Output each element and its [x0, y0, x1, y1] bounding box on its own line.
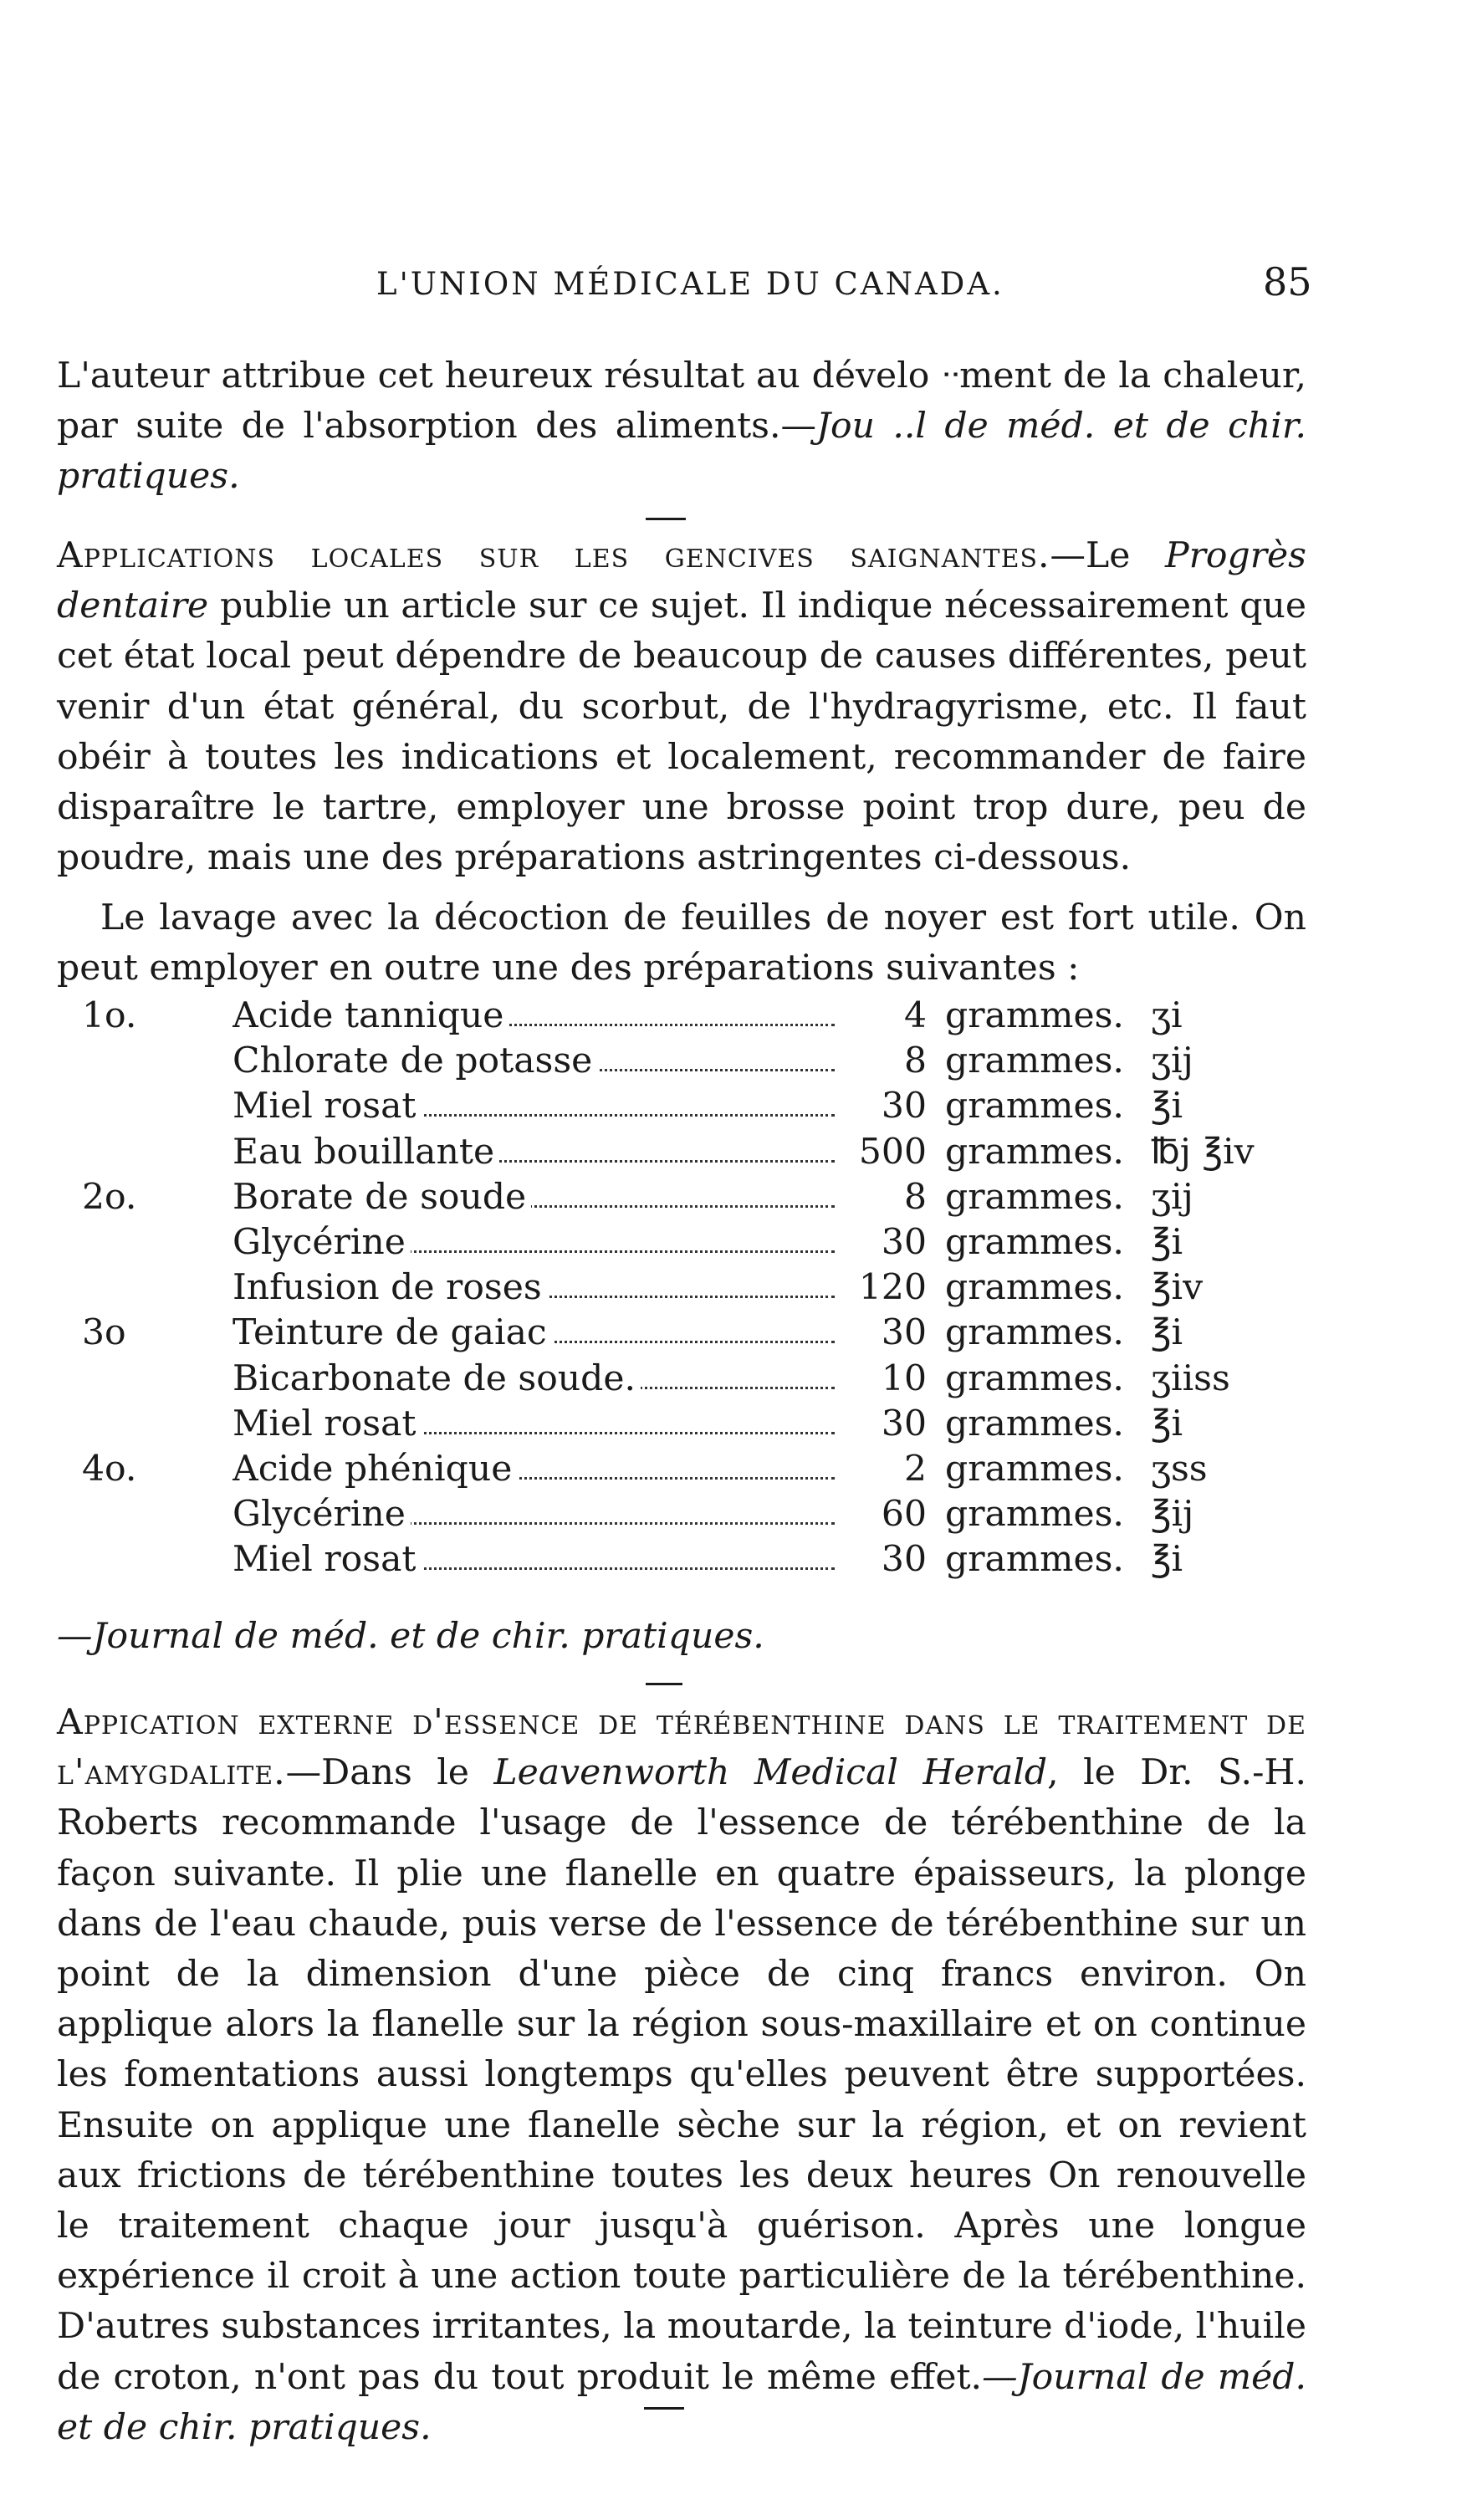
ingredient-name: Miel rosat — [233, 1086, 422, 1127]
recipe-row — [57, 1175, 1311, 1220]
unit: grammes. — [945, 1357, 1124, 1399]
ingredient — [233, 1220, 835, 1265]
ingredient-name: Glycérine — [233, 1222, 411, 1263]
quantity: 8 — [903, 1040, 927, 1082]
quantity: 30 — [881, 1222, 927, 1263]
unit: grammes. — [945, 995, 1124, 1036]
paragraph-text: , le Dr. S.-H. Roberts recommande l'usage de l'essence de térébenthine de la façon suivante. Il plie une flanelle en quatre épaisseurs, la plonge dans de l'eau chaude, puis verse de l'essence de térébenthine sur un point de la dimension d'une pièce de cinq francs environ. On applique alors la flanelle sur la région sous-maxillaire et on continue les fomentations aussi longtemps qu'elles peuvent être supportées. Ensuite on applique une flanelle sèche sur la région, et on revient aux frictions de térébenthine toutes les deux heures On renouvelle le traitement chaque jour jusqu'à guérison. Après une longue expérience il croit à une action toute particulière de la térébenthine. D'autres substances irritantes, la moutarde, la teinture d'iode, l'huile de croton, n'ont pas du tout produit le même effet. — [57, 1752, 1306, 2398]
paragraph-amygdalite — [57, 1698, 1306, 2453]
section-divider — [644, 2407, 684, 2410]
recipe-row — [57, 994, 1311, 1039]
paragraph-lavage — [57, 893, 1306, 994]
unit: grammes. — [945, 1086, 1124, 1127]
ingredient — [233, 994, 835, 1039]
quantity: 120 — [858, 1267, 927, 1309]
unit: grammes. — [945, 1222, 1124, 1263]
quantity: 4 — [903, 995, 927, 1036]
recipe-row — [57, 1265, 1311, 1311]
running-title: L'UNION MÉDICALE DU CANADA. — [376, 266, 1004, 302]
apothecary-measure: ℥i — [1151, 1086, 1183, 1127]
ingredient-name: Miel rosat — [233, 1539, 422, 1580]
unit: grammes. — [945, 1494, 1124, 1536]
apothecary-measure: ℥i — [1151, 1312, 1183, 1354]
quantity: 30 — [881, 1086, 927, 1127]
unit: grammes. — [945, 1403, 1124, 1444]
quantity: 30 — [881, 1403, 927, 1444]
heading-dash: —Dans le — [285, 1752, 494, 1794]
ingredient-name: Glycérine — [233, 1494, 411, 1535]
recipe-number: 4o. — [82, 1449, 137, 1490]
recipe-row — [57, 1537, 1311, 1582]
apothecary-measure: ℥ij — [1151, 1494, 1194, 1536]
heading-dash: —Le — [1050, 535, 1165, 576]
section-divider — [646, 518, 686, 520]
page-header — [0, 259, 1477, 316]
paragraph-text: Le lavage avec la décoction de feuilles de noyer est fort utile. On peut employer en outre une des préparations suivantes : — [57, 897, 1306, 989]
ingredient — [233, 1265, 835, 1311]
recipe-row — [57, 1084, 1311, 1129]
ingredient-name: Eau bouillante — [233, 1132, 499, 1173]
recipe-row — [57, 1402, 1311, 1447]
ingredient-name: Acide phénique — [233, 1449, 517, 1490]
journal-title: Leavenworth Medical Herald — [493, 1752, 1048, 1794]
ingredient — [233, 1357, 835, 1402]
apothecary-measure: ℔j ℥iv — [1151, 1131, 1255, 1173]
recipe-row — [57, 1311, 1311, 1356]
unit: grammes. — [945, 1539, 1124, 1581]
quantity: 10 — [881, 1357, 927, 1399]
ingredient-name: Infusion de roses — [233, 1267, 547, 1308]
recipe-number: 1o. — [82, 995, 137, 1036]
section-divider — [646, 1683, 682, 1685]
apothecary-measure: ℥i — [1151, 1403, 1183, 1444]
ingredient-name: Acide tannique — [233, 995, 509, 1036]
recipe-row — [57, 1039, 1311, 1084]
paragraph-resultat — [57, 351, 1306, 503]
ingredient-name: Miel rosat — [233, 1403, 422, 1444]
source-citation: —Journal de méd. et de chir. pratiques. — [57, 1616, 764, 1657]
quantity: 500 — [858, 1131, 927, 1173]
source-citation: Jou ..l de méd. et de chir. pratiques. — [57, 406, 1306, 498]
apothecary-measure: ʒij — [1151, 1176, 1193, 1218]
recipe-row — [57, 1357, 1311, 1402]
unit: grammes. — [945, 1312, 1124, 1354]
quantity: 8 — [903, 1176, 927, 1218]
recipe-number: 3o — [82, 1312, 126, 1354]
apothecary-measure: ℥i — [1151, 1222, 1183, 1263]
ingredient-name: Chlorate de potasse — [233, 1040, 597, 1081]
ingredient — [233, 1130, 835, 1175]
recipe-row — [57, 1447, 1311, 1492]
ingredient — [233, 1492, 835, 1537]
unit: grammes. — [945, 1449, 1124, 1490]
source-citation: —Journal de méd. et de chir. pratiques. — [57, 2356, 1306, 2448]
unit: grammes. — [945, 1267, 1124, 1309]
ingredient — [233, 1447, 835, 1492]
ingredient-name: Borate de soude — [233, 1177, 531, 1218]
unit: grammes. — [945, 1131, 1124, 1173]
ingredient — [233, 1311, 835, 1356]
section-heading: Appication externe d'essence de térébenthine dans le traitement de l'amygdalite. — [57, 1702, 1306, 1794]
ingredient-name: Teinture de gaiac — [233, 1312, 552, 1353]
unit: grammes. — [945, 1176, 1124, 1218]
ingredient — [233, 1402, 835, 1447]
recipe-row — [57, 1492, 1311, 1537]
page-number: 85 — [1263, 259, 1312, 304]
recipe-row — [57, 1130, 1311, 1175]
apothecary-measure: ℥i — [1151, 1539, 1183, 1581]
ingredient — [233, 1537, 835, 1582]
journal-title: Progrès dentaire — [57, 535, 1306, 627]
ingredient — [233, 1175, 835, 1220]
ingredient-name: Bicarbonate de soude. — [233, 1358, 641, 1399]
quantity: 30 — [881, 1539, 927, 1581]
apothecary-measure: ʒiiss — [1151, 1357, 1230, 1399]
apothecary-measure: ʒss — [1151, 1449, 1208, 1490]
unit: grammes. — [945, 1040, 1124, 1082]
apothecary-measure: ℥iv — [1151, 1267, 1204, 1309]
section-heading: Applications locales sur les gencives saignantes. — [57, 535, 1050, 576]
paragraph-gencives — [57, 531, 1306, 883]
apothecary-measure: ʒij — [1151, 1040, 1193, 1082]
quantity: 2 — [903, 1449, 927, 1490]
ingredient — [233, 1039, 835, 1084]
quantity: 30 — [881, 1312, 927, 1354]
recipe-row — [57, 1220, 1311, 1265]
paragraph-text: L'auteur attribue cet heureux résultat au dévelo ᐧᐧment de la chaleur, par suite de l'absorption des aliments.— — [57, 355, 1306, 447]
apothecary-measure: ʒi — [1151, 995, 1183, 1036]
recipe-number: 2o. — [82, 1176, 137, 1218]
paragraph-text: publie un article sur ce sujet. Il indique nécessairement que cet état local peut dépendre de beaucoup de causes différentes, peut venir d'un état général, du scorbut, de l'hydragyrisme, etc. Il faut obéir à toutes les indications et localement, recommander de faire disparaître le tartre, employer une brosse point trop dure, peu de poudre, mais une des préparations astringentes ci-dessous. — [57, 585, 1306, 879]
ingredient — [233, 1084, 835, 1129]
quantity: 60 — [881, 1494, 927, 1536]
